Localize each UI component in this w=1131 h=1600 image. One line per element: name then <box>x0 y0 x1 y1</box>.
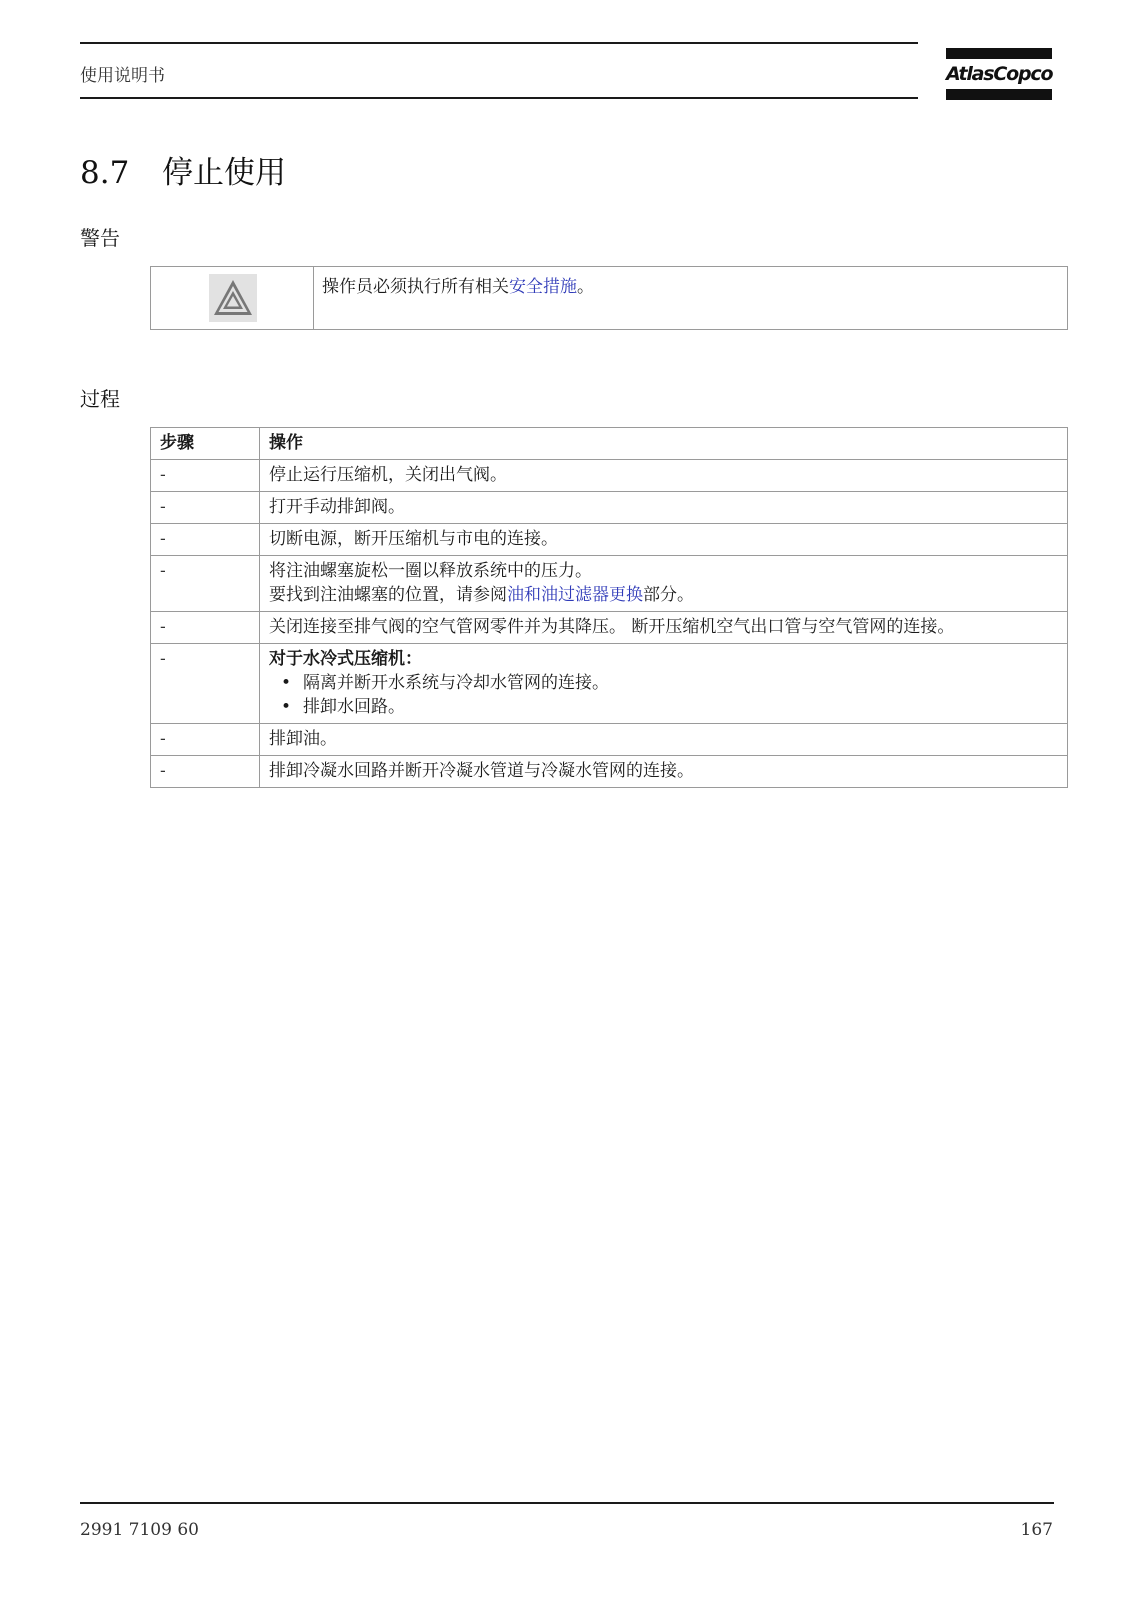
header-rule-top <box>80 42 918 44</box>
safety-measures-link[interactable]: 安全措施 <box>509 277 577 297</box>
warning-text <box>322 272 594 297</box>
logo-text: AtlasCopco <box>946 63 1053 85</box>
water-cooled-heading: 对于水冷式压缩机： <box>269 649 422 669</box>
action-text-after: 部分。 <box>643 585 694 605</box>
step-cell: - <box>151 556 260 612</box>
warning-icon-cell <box>151 267 314 329</box>
section-number: 8.7 <box>80 155 130 191</box>
table-row <box>151 644 1068 724</box>
oil-filter-replacement-link[interactable]: 油和油过滤器更换 <box>507 585 643 605</box>
table-row <box>151 756 1068 788</box>
action-cell: 打开手动排卸阀。 <box>260 492 1068 524</box>
table-row <box>151 556 1068 612</box>
atlas-copco-logo <box>946 48 1052 100</box>
warning-box <box>150 266 1068 330</box>
section-title: 停止使用 <box>162 155 286 191</box>
action-cell: 关闭连接至排气阀的空气管网零件并为其降压。 断开压缩机空气出口管与空气管网的连接。 <box>260 612 1068 644</box>
action-cell <box>260 644 1068 724</box>
action-text-before: 要找到注油螺塞的位置，请参阅 <box>269 585 507 605</box>
logo-bar-bottom <box>946 89 1052 100</box>
action-cell <box>260 556 1068 612</box>
procedure-table <box>150 427 1068 788</box>
step-cell: - <box>151 756 260 788</box>
step-cell: - <box>151 644 260 724</box>
action-cell: 停止运行压缩机，关闭出气阀。 <box>260 460 1068 492</box>
action-cell: 切断电源，断开压缩机与市电的连接。 <box>260 524 1068 556</box>
step-cell: - <box>151 460 260 492</box>
warning-triangle-icon <box>209 274 257 322</box>
step-cell: - <box>151 492 260 524</box>
page-number: 167 <box>1020 1520 1053 1540</box>
table-row <box>151 724 1068 756</box>
step-cell: - <box>151 612 260 644</box>
header-title: 使用说明书 <box>80 66 165 86</box>
document-number: 2991 7109 60 <box>80 1520 199 1540</box>
column-header-action: 操作 <box>260 428 1068 460</box>
bullet-item: • 排卸水回路。 <box>269 695 1059 719</box>
step-cell: - <box>151 724 260 756</box>
column-header-step: 步骤 <box>151 428 260 460</box>
step-cell: - <box>151 524 260 556</box>
table-row <box>151 524 1068 556</box>
table-header-row <box>151 428 1068 460</box>
bullet-item: • 隔离并断开水系统与冷却水管网的连接。 <box>269 671 1059 695</box>
procedure-heading: 过程 <box>80 387 120 411</box>
table-row <box>151 612 1068 644</box>
action-line <box>269 583 1059 607</box>
warning-heading: 警告 <box>80 226 120 250</box>
logo-bar-top <box>946 48 1052 59</box>
table-row <box>151 460 1068 492</box>
header-rule-bottom <box>80 97 918 99</box>
warning-text-after: 。 <box>577 277 594 297</box>
footer-rule <box>80 1502 1054 1504</box>
table-row <box>151 492 1068 524</box>
warning-text-before: 操作员必须执行所有相关 <box>322 277 509 297</box>
action-cell: 排卸冷凝水回路并断开冷凝水管道与冷凝水管网的连接。 <box>260 756 1068 788</box>
action-line: 将注油螺塞旋松一圈以释放系统中的压力。 <box>269 561 592 581</box>
action-cell: 排卸油。 <box>260 724 1068 756</box>
section-heading <box>80 147 286 192</box>
bullet-list <box>269 671 1059 719</box>
